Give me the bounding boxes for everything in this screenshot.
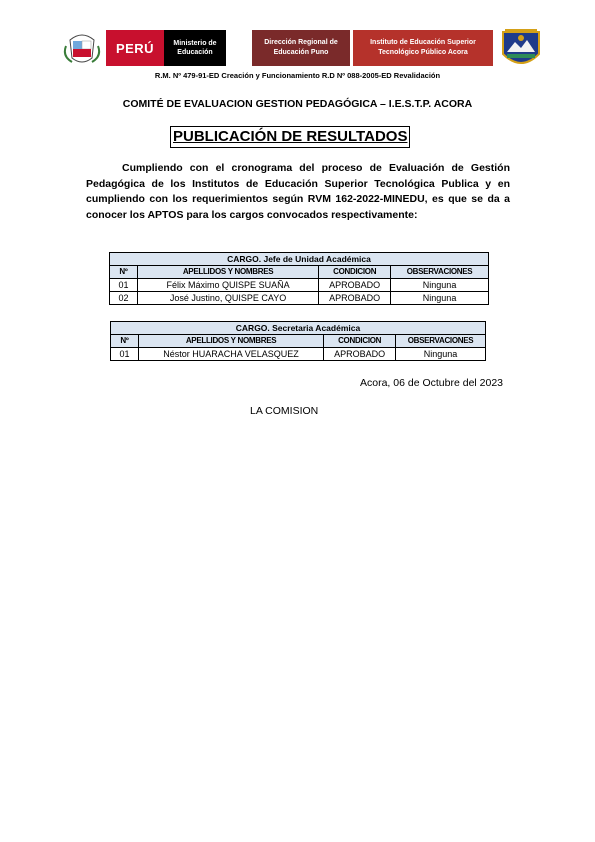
resolution-line: R.M. Nº 479-91-ED Creación y Funcionamiento R.D Nº 088-2005-ED Revalidación [154, 71, 441, 80]
cell-condition: APROBADO [324, 348, 396, 361]
signature-line: LA COMISION [250, 405, 319, 417]
cell-observations: Ninguna [391, 279, 489, 292]
col-header-name: APELLIDOS Y NOMBRES [138, 335, 323, 348]
col-header-condition: CONDICION [319, 266, 391, 279]
cell-name: José Justino, QUISPE CAYO [137, 292, 318, 305]
institute-logo-icon [499, 28, 543, 70]
table-row [111, 348, 486, 361]
peru-coat-of-arms-icon [62, 32, 102, 66]
cell-num: 02 [110, 292, 138, 305]
regional-direction-label: Dirección Regional de Educación Puno [252, 30, 350, 66]
results-table-jefe [109, 252, 489, 305]
cell-name: Néstor HUARACHA VELASQUEZ [138, 348, 323, 361]
page-title: PUBLICACIÓN DE RESULTADOS [170, 126, 410, 148]
cell-num: 01 [111, 348, 139, 361]
cell-condition: APROBADO [319, 292, 391, 305]
table-row [110, 279, 489, 292]
col-header-num: Nº [110, 266, 138, 279]
body-paragraph: Cumpliendo con el cronograma del proceso de Evaluación de Gestión Pedagógica de los Institutos de Educación Superior Tecnológica Publica y en cumpliendo con los requerimientos según RVM 162-2022-MINEDU, es que se da a conocer los APTOS para los cargos convocados respectivamente: [86, 162, 510, 221]
committee-heading: COMITÉ DE EVALUACION GESTION PEDAGÓGICA – I.E.S.T.P. ACORA [122, 98, 473, 110]
cell-observations: Ninguna [391, 292, 489, 305]
results-table-secretaria [110, 321, 486, 361]
col-header-observations: OBSERVACIONES [396, 335, 486, 348]
table-caption: CARGO. Jefe de Unidad Académica [110, 253, 489, 266]
date-line: Acora, 06 de Octubre del 2023 [360, 377, 504, 389]
col-header-condition: CONDICION [324, 335, 396, 348]
peru-label: PERÚ [106, 30, 164, 66]
cell-observations: Ninguna [396, 348, 486, 361]
peru-ministry-banner [106, 30, 226, 66]
table-row [110, 292, 489, 305]
col-header-num: Nº [111, 335, 139, 348]
col-header-observations: OBSERVACIONES [391, 266, 489, 279]
cell-num: 01 [110, 279, 138, 292]
letterhead [62, 30, 547, 66]
cell-condition: APROBADO [319, 279, 391, 292]
ministry-label: Ministerio de Educación [164, 30, 226, 66]
cell-name: Félix Máximo QUISPE SUAÑA [137, 279, 318, 292]
institute-label: Instituto de Educación Superior Tecnológico Público Acora [353, 30, 493, 66]
table-caption: CARGO. Secretaria Académica [111, 322, 486, 335]
col-header-name: APELLIDOS Y NOMBRES [137, 266, 318, 279]
